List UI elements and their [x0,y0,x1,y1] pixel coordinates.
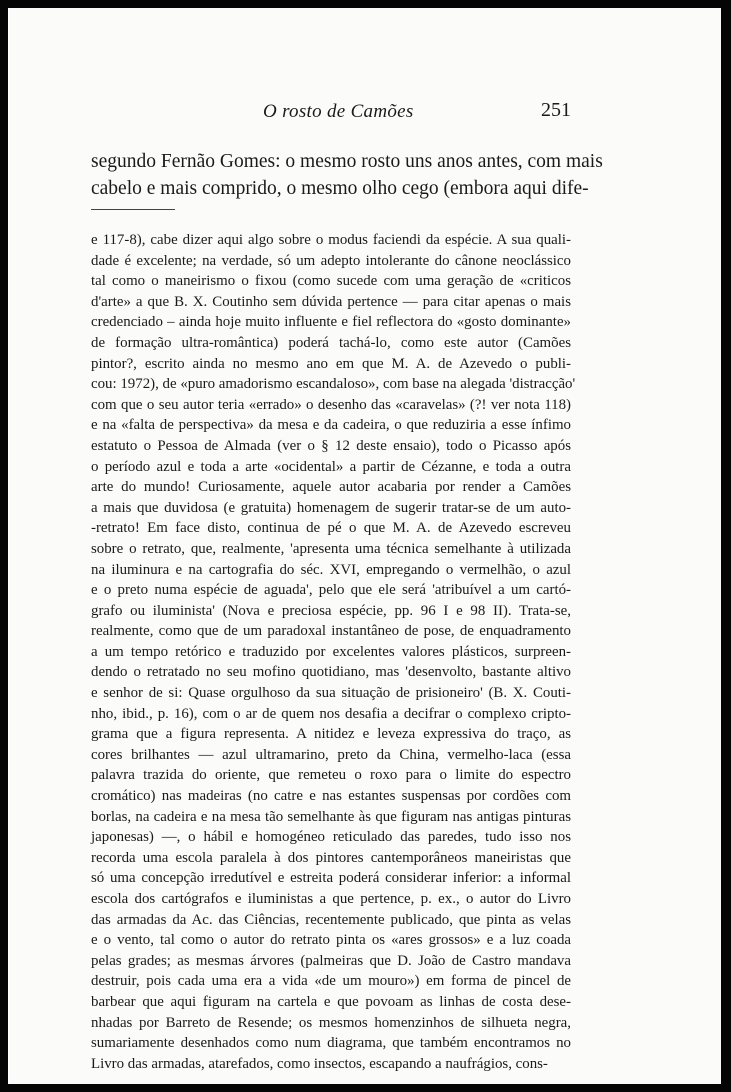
running-title: O rosto de Camões [263,101,414,122]
footnote-line: credenciado – ainda hoje muito influente e fiel reflectora do «gosto dominante» [91,314,571,331]
footnote-line: sobre o retrato, que, realmente, 'apresenta uma técnica semelhante à utilizada [91,540,571,557]
footnote-line: escola dos cartógrafos e iluministas a que pertence, p. ex., o autor do Livro [91,891,571,907]
footnote-line: realmente, como que de um paradoxal instantâneo de pose, de enquadramento [91,623,571,640]
footnote-line: japonesas) —, o hábil e homogéneo reticulado das paredes, tudo isso nos [91,829,571,846]
footnote-block [91,230,576,1074]
footnote-rule [91,209,175,210]
footnote-line: grafo ou iluminista' (Nova e preciosa espécie, pp. 96 I e 98 II). Trata-se, [91,602,571,619]
footnote-line: a mais que duvidosa (e gratuita) homenagem de sugerir tratar-se de um auto- [91,499,571,516]
footnote-line: e 117-8), cabe dizer aqui algo sobre o modus faciendi da espécie. A sua quali- [91,232,571,248]
footnote-line: e o preto numa espécie de aguada', pelo que ele será 'atribuível a um cartó- [91,582,571,599]
footnote-line: só uma concepção irredutível e estreita poderá considerar inferior: a informal [91,870,571,887]
footnote-line: recorda uma escola paralela à dos pintores cantemporâneos maneiristas que [91,849,571,866]
main-text [91,148,603,202]
footnote-line: na iluminura e na cartografia do séc. XVI, empregando o vermelhão, o azul [91,561,571,578]
footnote-line: tal como o maneirismo o fixou (como sucede com uma geração de «criticos [91,273,571,290]
main-text-line: segundo Fernão Gomes: o mesmo rosto uns anos antes, com mais [91,151,603,172]
footnote-line: sumariamente desenhados como num diagrama, que também encontramos no [91,1035,571,1052]
footnote-line: destruir, pois cada uma era a vida «de um mouro») em forma de pincel de [91,973,571,990]
footnote-line: de formação ultra-romântica) poderá tachá-lo, como este autor (Camões [91,334,571,351]
footnote-line: pelas grades; as mesmas árvores (palmeiras que D. João de Castro mandava [91,952,571,969]
footnote-line: palavra trazida do oriente, que remeteu o roxo para o limite do espectro [91,767,571,784]
footnote-line: grama que a figura representa. A nitidez e leveza expressiva do traço, as [91,726,571,743]
footnote-line: estatuto o Pessoa de Almada (ver o § 12 deste ensaio), todo o Picasso após [91,437,571,454]
footnote-line: e o vento, tal como o autor do retrato pinta os «ares grossos» e a luz coada [91,932,571,949]
footnote-line: cores brilhantes — azul ultramarino, preto da China, vermelho-laca (essa [91,746,571,763]
footnote-line: arte do mundo! Curiosamente, aquele autor acabaria por render a Camões [91,479,571,496]
footnote-line: d'arte» a que B. X. Coutinho sem dúvida pertence — para citar apenas o mais [91,293,571,310]
footnote-line: o período azul e toda a arte «ocidental» a partir de Cézanne, e toda a outra [91,458,571,475]
footnote-line: e senhor de si: Quase orgulhoso da sua situação de prisioneiro' (B. X. Couti- [91,685,571,702]
running-head [91,97,571,123]
footnote-line: das armadas da Ac. das Ciências, recentemente publicado, que pinta as velas [91,911,571,928]
footnote-line: -retrato! Em face disto, continua de pé o que M. A. de Azevedo escreveu [91,520,571,537]
footnote-line: Livro das armadas, atarefados, como insectos, escapando a naufrágios, cons- [91,1055,548,1072]
footnote-line: borlas, na cadeira e na mesa tão semelhante às que figuram nas antigas pinturas [91,808,571,825]
footnote-line: cou: 1972), de «puro amadorismo escandaloso», com base na alegada 'distracção' [91,376,576,393]
footnote-line: nhadas por Barreto de Resende; os mesmos homenzinhos de silhueta negra, [91,1014,571,1031]
footnote-line: nho, ibid., p. 16), com o ar de quem nos desafia a decifrar o complexo cripto- [91,705,571,722]
footnote-line: dade é excelente; na verdade, só um adepto intolerante do cânone neoclássico [91,252,571,269]
footnote-line: pintor?, escrito ainda no mesmo ano em que M. A. de Azevedo o publi- [91,355,571,372]
footnote-line: com que o seu autor teria «errado» o desenho das «caravelas» (?! ver nota 118) [91,396,571,413]
book-page [9,8,721,1084]
footnote-line: a um tempo retórico e traduzido por excelentes valores plásticos, surpreen- [91,643,571,660]
footnote-line: cromático) nas madeiras (no catre e nas estantes suspensas por cordões com [91,788,571,805]
footnote-line: barbear que aqui figuram na cartela e que povoam as linhas de costa dese- [91,993,571,1010]
page-number: 251 [541,99,571,121]
footnote-line: e na «falta de perspectiva» da mesa e da cadeira, o que reduziria a esse ínfimo [91,417,571,434]
main-text-line: cabelo e mais comprido, o mesmo olho cego (embora aqui dife- [91,178,589,199]
footnote-line: dendo o retratado no seu mofino quotidiano, mas 'desenvolto, bastante altivo [91,664,571,681]
